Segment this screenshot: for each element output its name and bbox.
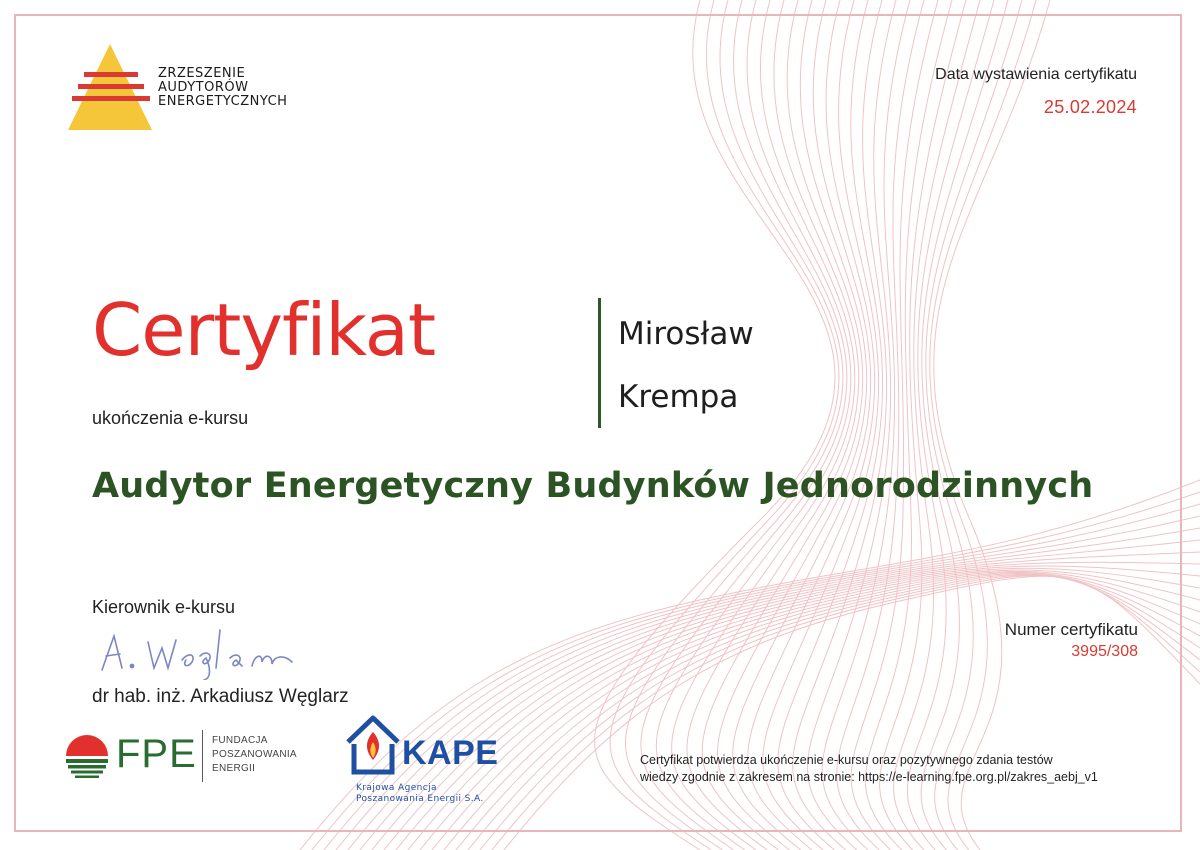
zae-logo [64,42,314,134]
fpe-line2: POSZANOWANIA [212,749,297,760]
name-divider [598,298,601,428]
issue-date-value: 25.02.2024 [1043,97,1137,117]
kape-house-flame-icon [342,714,404,778]
handwritten-signature [96,622,306,680]
footnote-line2: wiedzy zgodnie z zakresem na stronie: https://e-learning.fpe.org.pl/zakres_aebj_v1 [640,770,1098,784]
fpe-logo [64,728,314,788]
certificate-number-value: 3995/308 [1071,643,1138,660]
fpe-separator [202,730,203,782]
fpe-line1: FUNDACJA [212,735,268,746]
kape-abbr: KAPE [402,734,499,772]
certificate-number-label: Numer certyfikatu [1004,620,1138,639]
kape-line2: Poszanowania Energii S.A. [356,794,484,804]
zae-logo-line1: ZRZESZENIE [158,66,246,81]
zae-triangle-icon [64,42,156,134]
issue-date-label: Data wystawienia certyfikatu [935,66,1137,83]
fpe-line3: ENERGII [212,763,256,774]
zae-logo-line3: ENERGETYCZNYCH [158,94,288,109]
certificate-title: Certyfikat [92,288,436,372]
fpe-abbr: FPE [116,732,197,776]
certificate-subtitle: ukończenia e-kursu [92,408,249,428]
course-lead-name: dr hab. inż. Arkadiusz Węglarz [92,686,349,707]
certificate-footnote [640,752,1160,786]
recipient-first-name: Mirosław [618,316,754,352]
zae-logo-line2: AUDYTORÓW [158,80,249,95]
course-name: Audytor Energetyczny Budynków Jednorodzinnych [92,466,1094,506]
kape-logo [340,712,510,808]
recipient-last-name: Krempa [618,379,739,415]
fpe-sun-icon [64,734,110,780]
footnote-line1: Certyfikat potwierdza ukończenie e-kursu oraz pozytywnego zdania testów [640,753,1053,767]
course-lead-label: Kierownik e-kursu [92,597,236,617]
kape-line1: Krajowa Agencja [356,783,437,793]
